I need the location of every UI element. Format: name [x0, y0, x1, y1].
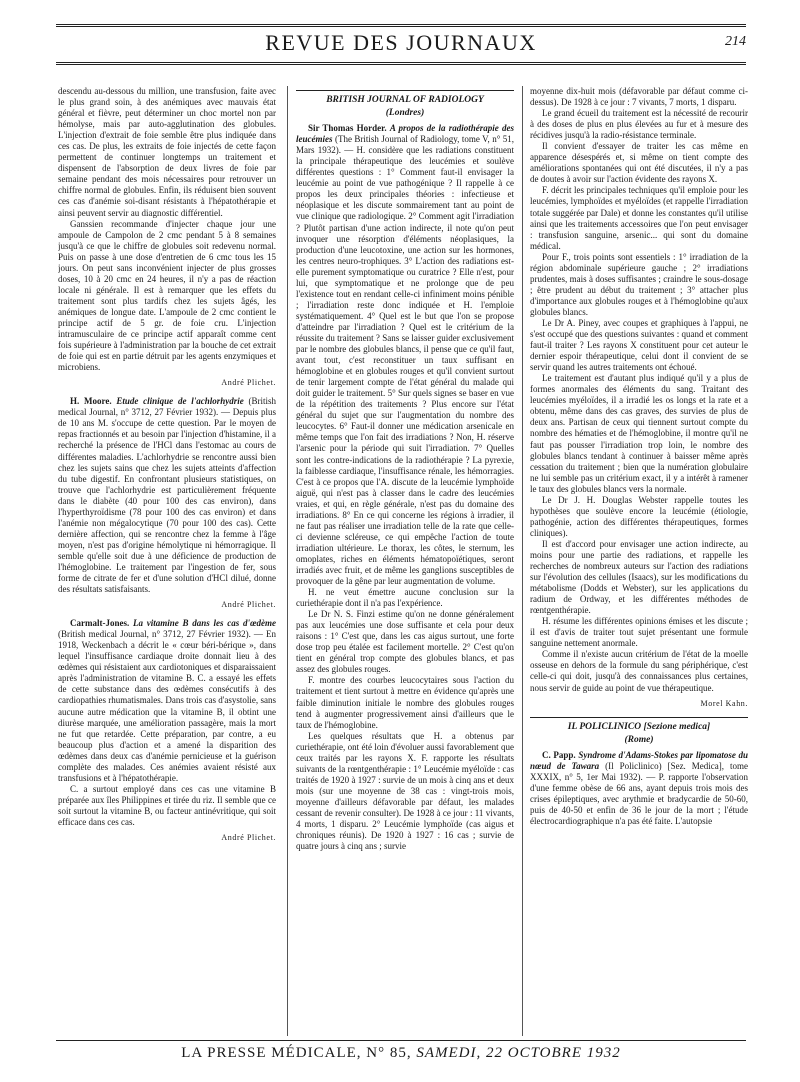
- article-heading: [58, 618, 276, 784]
- article-title: A propos de la radiothérapie des leucémies: [296, 123, 514, 145]
- paragraph: F. décrit les principales techniques qu'il emploie pour les leucémies, lymphoïdes et myéloïdes (et rappelle l'irradiation totale suggérée par Dale) et donne les constantes qu'il utilise ainsi que les traitements accessoires que l'on peut envisager : transfusion sanguine, arsenic... qui sont du domaine médical.: [530, 185, 748, 251]
- paragraph: C. a surtout employé dans ces cas une vitamine B préparée aux îles Philippines et tirée du riz. Il semble que ce soit surtout la vitamine B, ou facteur antinévritique, qui soit efficace dans ces cas.: [58, 783, 276, 827]
- paragraph: Pour F., trois points sont essentiels : 1° irradiation de la région abdominale supérieure gauche ; 2° irradiations prudentes, mais à doses suffisantes ; craindre le sous-dosage ; être prudent au début du traitement ; 3° attacher plus d'importance aux globules rouges et à l'hémoglobine qu'aux globules blancs.: [530, 251, 748, 317]
- journal-city: (Londres): [385, 108, 425, 119]
- journal-name: BRITISH JOURNAL OF RADIOLOGY: [326, 95, 484, 105]
- article-author: C. Papp.: [542, 749, 576, 760]
- article-author: Sir Thomas Horder.: [308, 123, 387, 134]
- paragraph: Il est d'accord pour envisager une action indirecte, au moins pour une partie des radiations, et rappelle les recherches de nombreux auteurs sur l'action des radiations sur l'évolution des cellules (Isaacs), sur les modifications du métabolisme (Dodds et Webster), sur les applications du radium de Ordway, et les différentes méthodes de rœntgenthérapie.: [530, 538, 748, 616]
- paragraph: Le Dr J. H. Douglas Webster rappelle toutes les hypothèses que soulève encore la leucémie (étiologie, pathogénie, action des différentes thérapeutiques, formes cliniques).: [530, 494, 748, 538]
- journal-name: IL POLICLINICO [Sezione medica]: [567, 721, 711, 732]
- author-signature: André Plichet.: [221, 378, 276, 388]
- paragraph: Le traitement est d'autant plus indiqué qu'il y a plus de formes anormales des éléments du sang. Traitant des leucémies myéloïdes, il a irradié les os longs et la rate et a obtenu, même dans des cas graves, des survies de plus de deux ans. Partisan de ceux qui tiennent surtout compte du nombre des hématies et de l'hémoglobine, il montre qu'il ne faut pas pousser l'irradiation trop loin, le nombre des globules blancs tendant à continuer à baisser même après cessation du traitement ; bien que la numération globulaire ne lui semble pas un critérium exact, il y a intérêt à ramener le taux des globules blancs vers la normale.: [530, 373, 748, 494]
- author-signature: André Plichet.: [221, 833, 276, 843]
- article-author: Carmalt-Jones.: [70, 618, 130, 629]
- header-bottom-rule: [56, 62, 746, 65]
- article-body: (The British Journal of Radiology, tome V, n° 51, Mars 1932). — H. considère que les radiations constituent la principale thérapeutique des leucémies et soulève différentes questions : 1° Comment faut-il envisager la leucémie au point de vue pathogénique ? Il rappelle à ce propos les deux principales théories : infectieuse et néoplasique et les discute sommairement tant au point de vue clinique que radiologique. 2° Comment agit l'irradiation ? Plutôt partisan d'une action indirecte, il note qu'on peut invoquer une résorption d'éléments néoplasiques, la production d'une leucotoxine, une action sur les hormones, les centres neuro-trophiques. 3° L'action des radiations est-elle purement symptomatique ou curatrice ? Elle n'est, pour lui, que symptomatique et ne prolonge que de peu l'existence tout en rendant celle-ci infiniment moins pénible ; l'irradiation reste donc indiquée et H. l'emploie systématiquement. 4° Quel est le but que l'on se propose d'atteindre par l'irradiation ? Quel est le critérium de la réussite du traitement ? Sans se laisser guider exclusivement par le nombre des globules blancs, il pense que ce qu'il faut, avant tout, c'est reconstituer un taux suffisant en hémoglobine et en globules rouges et qu'il convient surtout de tenir largement compte de l'état général du malade qui doit guider le traitement. 5° Sur quels signes se baser en vue de la répétition des traitements ? Plus encore sur l'état général du sujet que sur l'augmentation du nombre des leucocytes. 6° Faut-il donner une médication arsenicale en même temps que l'on fait des irradiations ? Non, H. réserve l'arsenic pour la période qui suit l'irradiation. 7° Quelles sont les contre-indications de la radiothérapie ? La pyrexie, la faiblesse cardiaque, l'insuffisance rénale, les hémorragies. C'est à ce propos que l'A. discute de la leucémie lymphoïde aiguë, qui n'est pas à classer dans le cadre des leucémies vraies, et qui, en règle générale, n'est pas du domaine des irradiations. 8° En ce qui concerne les régions à irradier, il ne faut pas réaliser une irradiation telle de la rate que celle-ci devienne scléreuse, ce qui empêche l'action de toute irradiation ultérieure. Le thorax, les côtes, le sternum, les omoplates, riches en éléments hématopoïétiques, seront irradiés avec fruit, et de même les ganglions susceptibles de provoquer de la gêne par leur augmentation de volume.: [296, 134, 514, 587]
- section-rule: [296, 90, 514, 91]
- article-heading: [530, 750, 748, 827]
- page-number: 214: [725, 34, 746, 49]
- paragraph: F. montre des courbes leucocytaires sous l'action du traitement et tient surtout à mettre en évidence qu'après une faible diminution initiale le nombre des globules rouges tend à augmenter progressivement ainsi d'ailleurs que le taux de l'hémoglobine.: [296, 675, 514, 730]
- paragraph: moyenne dix-huit mois (défavorable par défaut comme ci-dessus). De 1928 à ce jour : 7 vivants, 7 morts, 1 disparu.: [530, 86, 748, 108]
- column-1: [58, 86, 276, 1036]
- paragraph: Le grand écueil du traitement est la nécessité de recourir à des doses de plus en plus élevées au fur et à mesure des récidives jusqu'à la radio-résistance terminale.: [530, 108, 748, 141]
- page-title: REVUE DES JOURNAUX: [265, 30, 537, 55]
- paragraph: H. résume les différentes opinions émises et les discute ; il est d'avis de traiter tout sujet présentant une formule sanguine nettement anormale.: [530, 616, 748, 649]
- article-heading: [296, 123, 514, 587]
- footer-date: SAMEDI, 22 OCTOBRE 1932: [416, 1045, 621, 1061]
- paragraph: Les quelques résultats que H. a obtenus par curiethérapie, ont été loin d'évoluer aussi favorablement que ceux traités par les rayons X. F. rapporte les résultats suivants de la rœntgenthérapie : 1° Leucémie myéloïde : cas traités de 1920 à 1927 : survie de un mois à cinq ans et deux mois (sur une moyenne de 38 cas : vingt-trois mois, moyenne d'ailleurs défavorable par défaut, les malades cessant de revenir consulter). De 1928 à ce jour : 11 vivants, 4 morts, 1 disparu. 2° Leucémie lymphoïde (cas aigus et chroniques réunis). De 1920 à 1927 : 16 cas ; survie de quatre jours à cinq ans ; survie: [296, 730, 514, 852]
- article-body: (Il Policlinico) [Sez. Medica], tome XXXIX, n° 5, 1er Mai 1932). — P. rapporte l'observation d'une femme obèse de 66 ans, ayant depuis trois mois des crises épileptiques, avec arythmie et bradycardie de 50-60, puis de 40-50 et enfin de 36 le jour de la mort ; l'étude électrocardiographique n'a pas été faite. L'autopsie: [530, 760, 748, 826]
- column-3: [530, 86, 748, 1036]
- article-title: Syndrome d'Adams-Stokes par lipomatose du nœud de Tawara: [530, 749, 748, 771]
- paragraph: Il convient d'essayer de traiter les cas même en apparence désespérés et, si même on tient compte des améliorations spontanées qui ont été discutées, il n'y a pas de doutes à avoir sur l'action évidente des rayons X.: [530, 141, 748, 185]
- article-body: (British medical Journal, n° 3712, 27 Février 1932). — En 1918, Weckenbach a décrit le « cœur béri-bérique », dans lequel l'insuffisance cardiaque droite donnait lieu à des œdèmes qui résistaient aux cardiotoniques et disparaissaient après l'administration de vitamine B. C. a essayé les effets de cette substance dans des œdèmes consécutifs à des cardiopathies rhumatismales. Dans trois cas d'asystolie, sans aucune autre médication que la vitamine B, il obtint une diurèse marquée, une amélioration passagère, mais la mort ne fut que retardée. Cette préparation, par contre, a eu beaucoup plus d'action et a amené la disparition des œdèmes dans deux cas d'anémie pernicieuse et la guérison complète des malades. Ces anémies avaient résisté aux transfusions et à l'hépatothérapie.: [58, 629, 276, 783]
- page-footer: [56, 1045, 746, 1062]
- footer-publication: LA PRESSE MÉDICALE, N° 85,: [181, 1045, 412, 1061]
- column-separator: [287, 86, 288, 1036]
- article-heading: [58, 396, 276, 595]
- article-title: Etude clinique de l'achlorhydrie: [116, 396, 244, 407]
- paragraph: descendu au-dessous du million, une transfusion, faite avec le plus grand soin, à des anémiques avec mauvais état général et fièvre, peut déterminer un choc mortel non par hémolyse, mais par auto-agglutination des globules. L'injection d'extrait de foie semble être plus indiquée dans ces cas. De plus, les extraits de foie injectés de cette façon permettent de continuer longtemps un traitement et dispensent de l'absorption de deux livres de foie par semaine pendant des mois nécessaires pour retrouver un chiffre normal de globules. Enfin, ils réduisent bien souvent ces cas d'anémie soi-disant résistants à l'hépatothérapie et ainsi peuvent servir au diagnostic différentiel.: [58, 86, 276, 218]
- author-signature: André Plichet.: [221, 600, 276, 610]
- paragraph: Ganssien recommande d'injecter chaque jour une ampoule de Campolon de 2 cmc pendant 5 à 8 semaines jusqu'à ce que le chiffre de globules soit redevenu normal. Puis on passe à une dose d'entretien de 6 cmc tous les 15 jours. On peut sans inconvénient injecter de plus grosses doses, 10 à 20 cmc en 24 heures, il n'y a pas de réaction locale ni générale. Il est à remarquer que les effets du traitement sont plus tardifs chez les sujets âgés, les anémiques de longue date. L'ampoule de 2 cmc contient le principe actif de 5 gr. de foie cru. L'injection intramusculaire de ce principe actif apparaît comme cent fois supérieure à l'administration par la bouche de cet extrait de foie qui est en partie détruit par les agents enzymiques et microbiens.: [58, 218, 276, 373]
- footer-rule: [56, 1040, 746, 1041]
- article-author: H. Moore.: [70, 396, 112, 407]
- paragraph: Comme il n'existe aucun critérium de l'état de la moelle osseuse en dehors de la formule du sang périphérique, c'est celle-ci qui doit, jusqu'à des connaissances plus certaines, nous servir de guide au point de vue thérapeutique.: [530, 649, 748, 693]
- section-rule: [530, 717, 748, 718]
- column-2: [296, 86, 514, 1036]
- paragraph: Le Dr A. Piney, avec coupes et graphiques à l'appui, ne s'est occupé que des questions suivantes : quand et comment faut-il traiter ? Les rayons X constituent pour cet auteur le dernier espoir thérapeutique, celui dont il convient de se servir quand les autres traitements ont échoué.: [530, 317, 748, 373]
- paragraph: H. ne veut émettre aucune conclusion sur la curiethérapie dont il n'a pas l'expérience.: [296, 587, 514, 609]
- article-body: (British medical Journal, n° 3712, 27 Février 1932). — Depuis plus de 10 ans M. s'occupe de cette question. Par le moyen de repas fractionnés et au besoin par l'injection d'histamine, il a recherché la présence de l'HCl dans l'estomac au cours de différentes maladies. L'achlorhydrie se rencontre aussi bien chez les sujets sains que chez les sujets atteints d'affection du tube digestif. En confrontant plusieurs statistiques, on trouve que l'achlorhydrie est particulièrement fréquente dans le diabète (40 pour 100 des cas environ), dans l'hyperthyroïdisme (78 pour 100 des cas environ) et dans l'anémie non mégalocytique (70 pour 100 des cas). Cette dernière affection, qui se rencontre chez la femme à l'âge moyen, n'est pas d'origine hémolytique ni hémorragique. Il semble qu'elle soit due à une déficience de production de l'hémoglobine. Le traitement par l'ingestion de fer, sous forme de citrate de fer et d'une solution d'HCl dilué, donne des résultats satisfaisants.: [58, 396, 276, 595]
- paragraph: Le Dr N. S. Finzi estime qu'on ne donne généralement pas aux leucémies une dose suffisante et cela pour deux raisons : 1° C'est que, dans les cas aigus surtout, une forte dose trop peu étalée est facilement mortelle. 2° C'est qu'on tient en général trop compte des globules blancs, et pas assez des globules rouges.: [296, 609, 514, 675]
- column-separator: [522, 86, 523, 1036]
- header-top-rule: [56, 24, 746, 27]
- journal-city: (Rome): [624, 734, 654, 745]
- article-title: La vitamine B dans les cas d'œdème: [133, 618, 276, 629]
- author-signature: Morel Kahn.: [700, 698, 748, 708]
